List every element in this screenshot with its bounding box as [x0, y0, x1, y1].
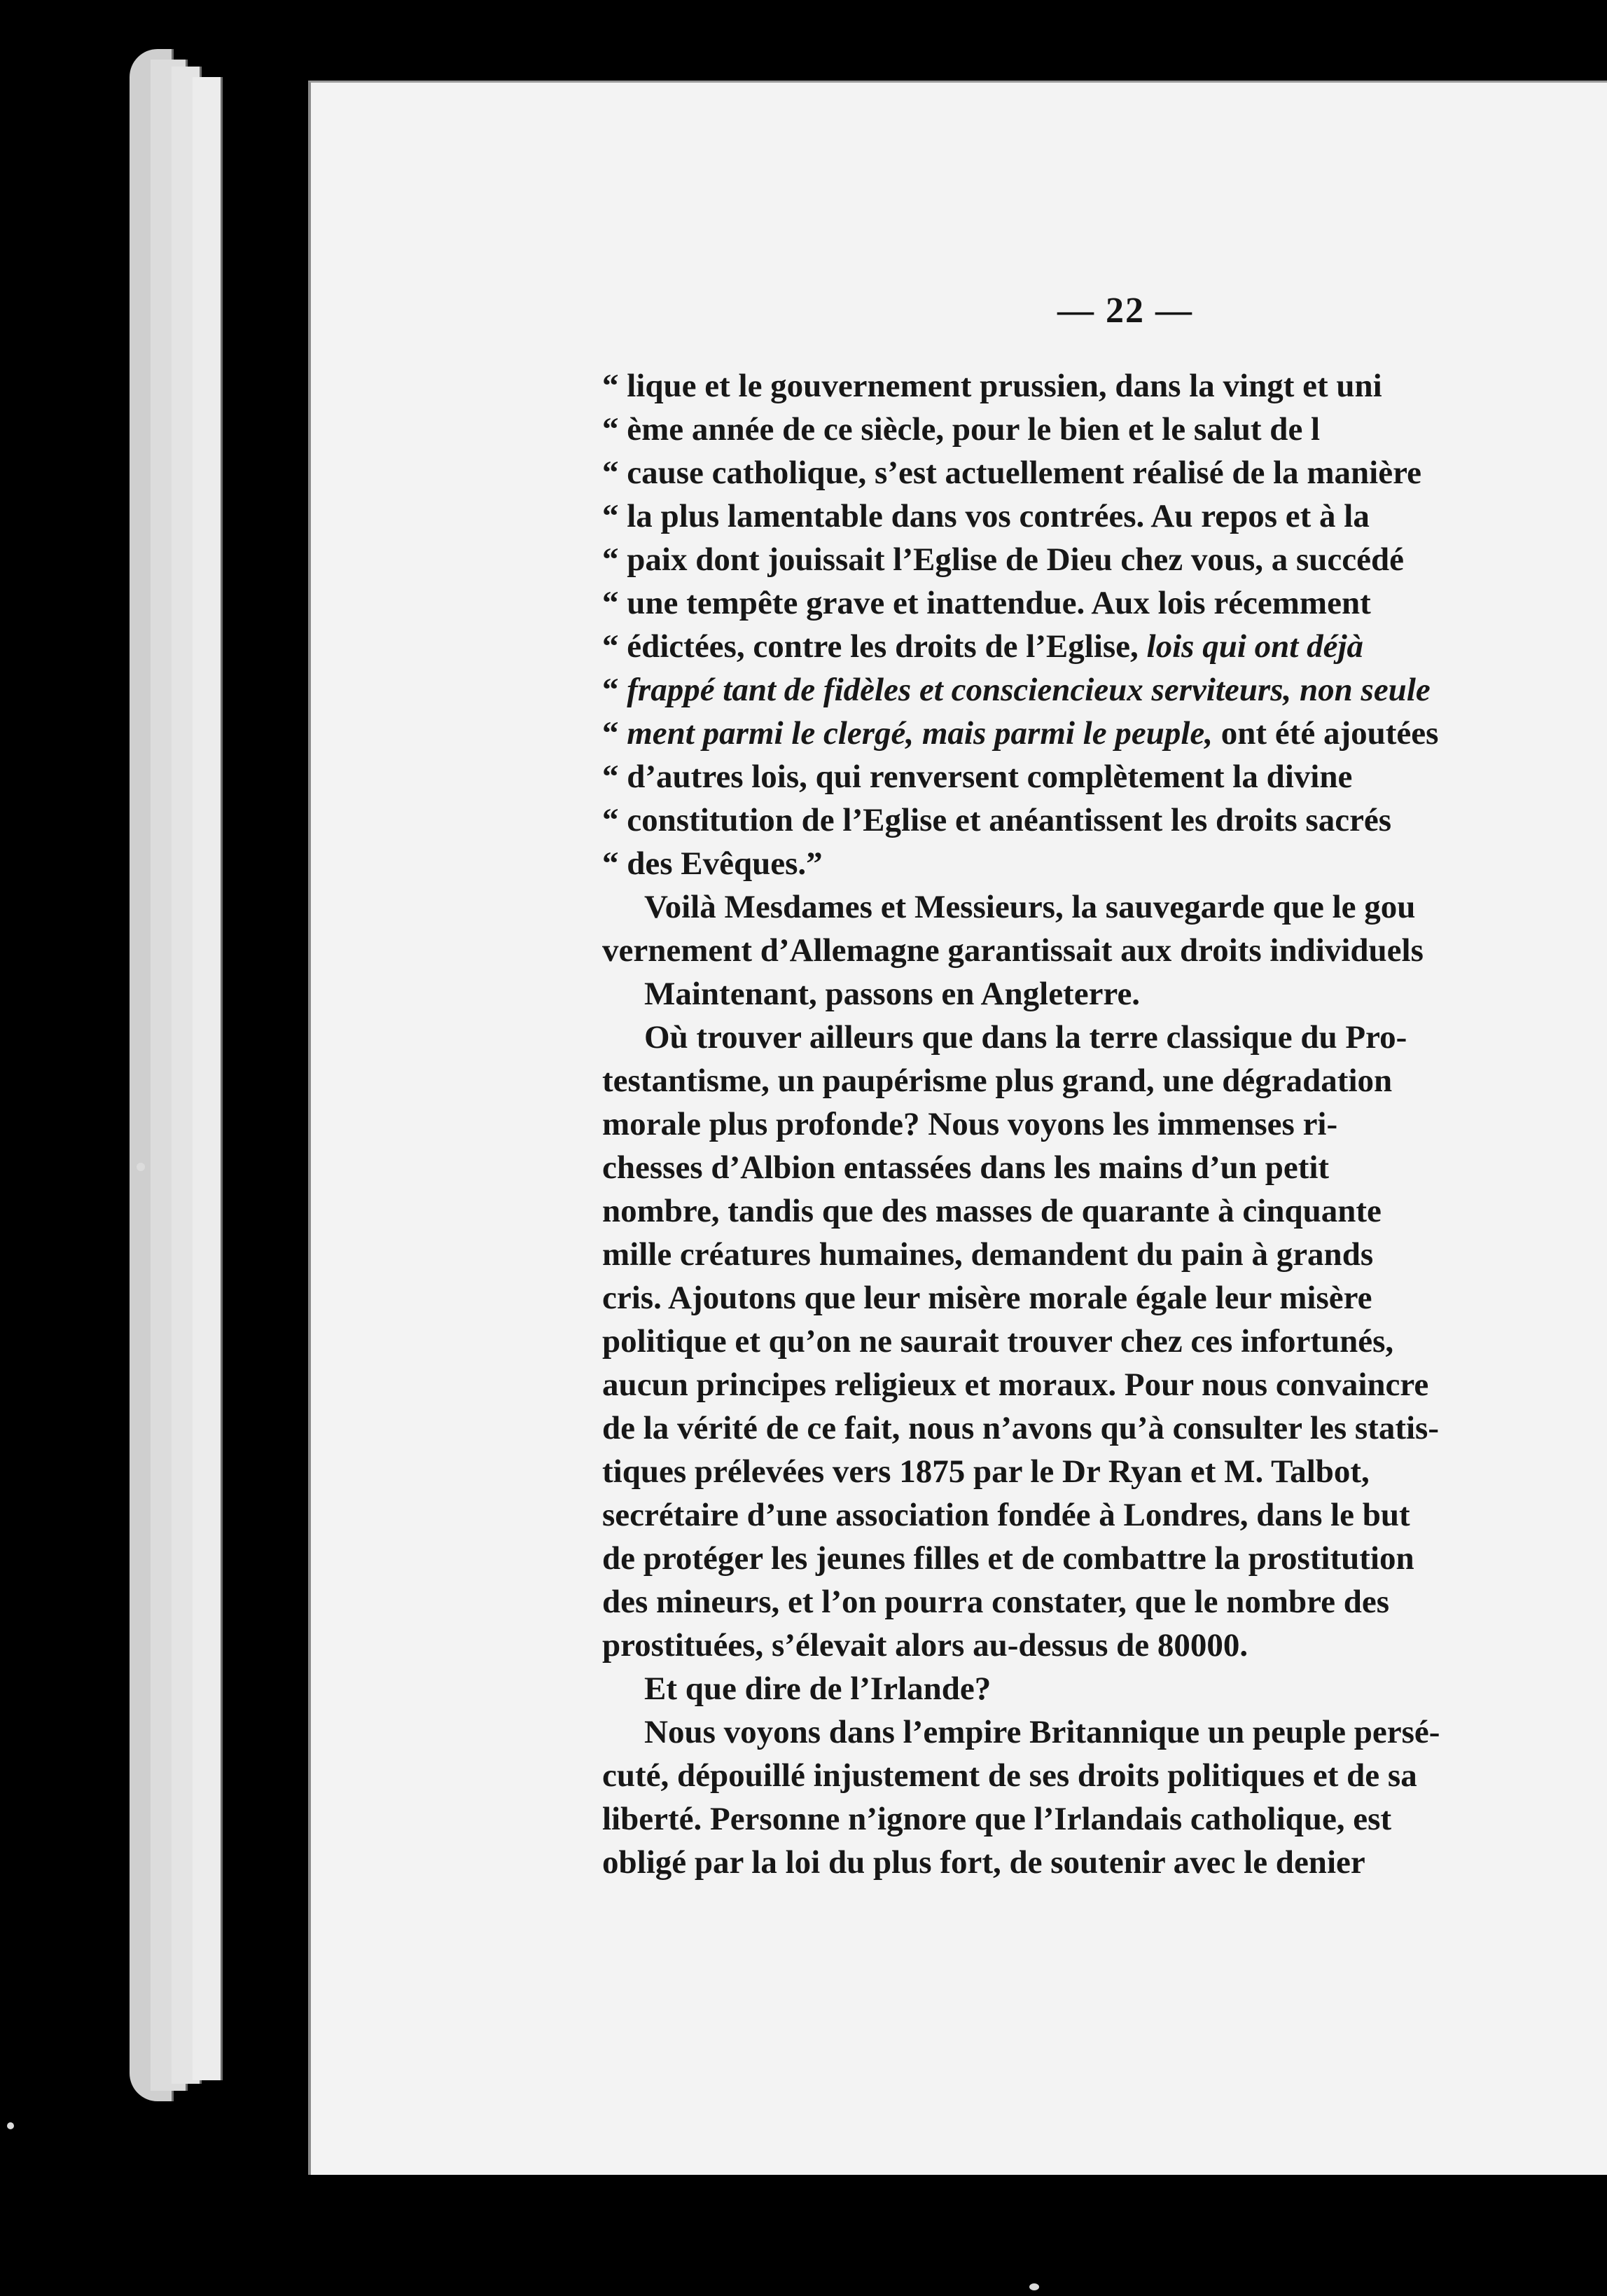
text-line — [602, 538, 1607, 581]
text-line-roman: “ lique et le gouvernement prussien, dans la vingt et uni — [602, 368, 1382, 404]
page-number: — 22 — — [1057, 291, 1193, 331]
text-line-roman: mille créatures humaines, demandent du pain à grands — [602, 1236, 1374, 1273]
text-line — [602, 1580, 1607, 1624]
text-line — [602, 1667, 1607, 1710]
text-line-roman: “ des Evêques.” — [602, 845, 823, 882]
text-line-roman: Voilà Mesdames et Messieurs, la sauvegarde que le gou — [644, 889, 1416, 925]
text-line-roman: politique et qu’on ne saurait trouver chez ces infortunés, — [602, 1323, 1394, 1360]
text-line-roman: “ constitution de l’Eglise et anéantissent les droits sacrés — [602, 802, 1392, 838]
text-line — [602, 842, 1607, 885]
text-line-roman: “ — [602, 715, 627, 752]
text-line-roman: prostituées, s’élevait alors au-dessus de 80000. — [602, 1627, 1248, 1664]
text-line — [602, 1146, 1607, 1189]
text-line-roman: Nous voyons dans l’empire Britannique un peuple persé- — [644, 1714, 1440, 1750]
text-line — [602, 755, 1607, 798]
text-line-roman: cuté, dépouillé injustement de ses droits politiques et de sa — [602, 1757, 1417, 1794]
text-line — [602, 1189, 1607, 1233]
text-line — [602, 972, 1607, 1016]
text-line — [602, 1059, 1607, 1102]
text-line-roman: cris. Ajoutons que leur misère morale égale leur misère — [602, 1280, 1372, 1316]
text-line — [602, 1016, 1607, 1059]
text-line — [602, 625, 1607, 668]
text-line — [602, 1363, 1607, 1406]
text-line-roman: chesses d’Albion entassées dans les mains d’un petit — [602, 1149, 1330, 1186]
text-line — [602, 1754, 1607, 1797]
text-line — [602, 1450, 1607, 1493]
text-line — [602, 712, 1607, 755]
text-line — [602, 885, 1607, 929]
text-line-italic: ment parmi le clergé, mais parmi le peuple, — [627, 715, 1213, 752]
text-line — [602, 1841, 1607, 1884]
text-line — [602, 1406, 1607, 1450]
text-line — [602, 1276, 1607, 1320]
text-line-roman: Maintenant, passons en Angleterre. — [644, 976, 1141, 1012]
text-line-roman: “ la plus lamentable dans vos contrées. Au repos et à la — [602, 498, 1370, 534]
text-line — [602, 668, 1607, 712]
text-line-roman: “ cause catholique, s’est actuellement réalisé de la manière — [602, 455, 1421, 491]
text-line-tail: ont été ajoutées — [1213, 715, 1439, 752]
text-line-roman: secrétaire d’une association fondée à Londres, dans le but — [602, 1497, 1410, 1533]
text-line — [602, 495, 1607, 538]
text-line — [602, 1320, 1607, 1363]
text-line — [602, 1537, 1607, 1580]
text-line-roman: “ d’autres lois, qui renversent complètement la divine — [602, 759, 1353, 795]
body-text — [602, 364, 1607, 1884]
text-line-roman: Où trouver ailleurs que dans la terre classique du Pro- — [644, 1019, 1407, 1056]
text-line-roman: de protéger les jeunes filles et de combattre la prostitution — [602, 1540, 1414, 1577]
text-line — [602, 364, 1607, 408]
text-line — [602, 1797, 1607, 1841]
text-line-roman: morale plus profonde? Nous voyons les immenses ri- — [602, 1106, 1338, 1142]
text-line — [602, 929, 1607, 972]
text-line-roman: Et que dire de l’Irlande? — [644, 1671, 992, 1707]
text-line-roman: des mineurs, et l’on pourra constater, que le nombre des — [602, 1584, 1390, 1620]
scan-speck — [1029, 2283, 1039, 2290]
text-line — [602, 1233, 1607, 1276]
scan-speck — [137, 1163, 145, 1171]
text-line — [602, 451, 1607, 495]
text-line-roman: “ — [602, 672, 627, 708]
text-line-roman: vernement d’Allemagne garantissait aux droits individuels — [602, 932, 1424, 969]
text-line-roman: nombre, tandis que des masses de quarante à cinquante — [602, 1193, 1382, 1229]
scan-speck — [7, 2122, 14, 2129]
text-line — [602, 1624, 1607, 1667]
text-line-roman: tiques prélevées vers 1875 par le Dr Ryan et M. Talbot, — [602, 1453, 1370, 1490]
text-line-italic: frappé tant de fidèles et consciencieux serviteurs, non seule — [627, 672, 1431, 708]
text-line-roman: “ paix dont jouissait l’Eglise de Dieu chez vous, a succédé — [602, 541, 1405, 578]
text-line — [602, 798, 1607, 842]
text-line — [602, 1493, 1607, 1537]
text-line-italic: lois qui ont déjà — [1146, 628, 1364, 665]
text-line — [602, 581, 1607, 625]
text-line — [602, 1710, 1607, 1754]
text-line-roman: “ une tempête grave et inattendue. Aux lois récemment — [602, 585, 1371, 621]
text-line-roman: aucun principes religieux et moraux. Pour nous convaincre — [602, 1367, 1429, 1403]
text-line-roman: “ édictées, contre les droits de l’Eglise, — [602, 628, 1147, 665]
text-line-roman: obligé par la loi du plus fort, de soutenir avec le denier — [602, 1844, 1365, 1881]
text-line-roman: testantisme, un paupérisme plus grand, une dégradation — [602, 1063, 1393, 1099]
text-line-roman: de la vérité de ce fait, nous n’avons qu’à consulter les statis- — [602, 1410, 1439, 1446]
text-line-roman: liberté. Personne n’ignore que l’Irlandais catholique, est — [602, 1801, 1392, 1837]
text-line — [602, 408, 1607, 451]
text-line-roman: “ ème année de ce siècle, pour le bien et le salut de l — [602, 411, 1321, 448]
page-stack-edge — [193, 77, 223, 2080]
text-line — [602, 1102, 1607, 1146]
